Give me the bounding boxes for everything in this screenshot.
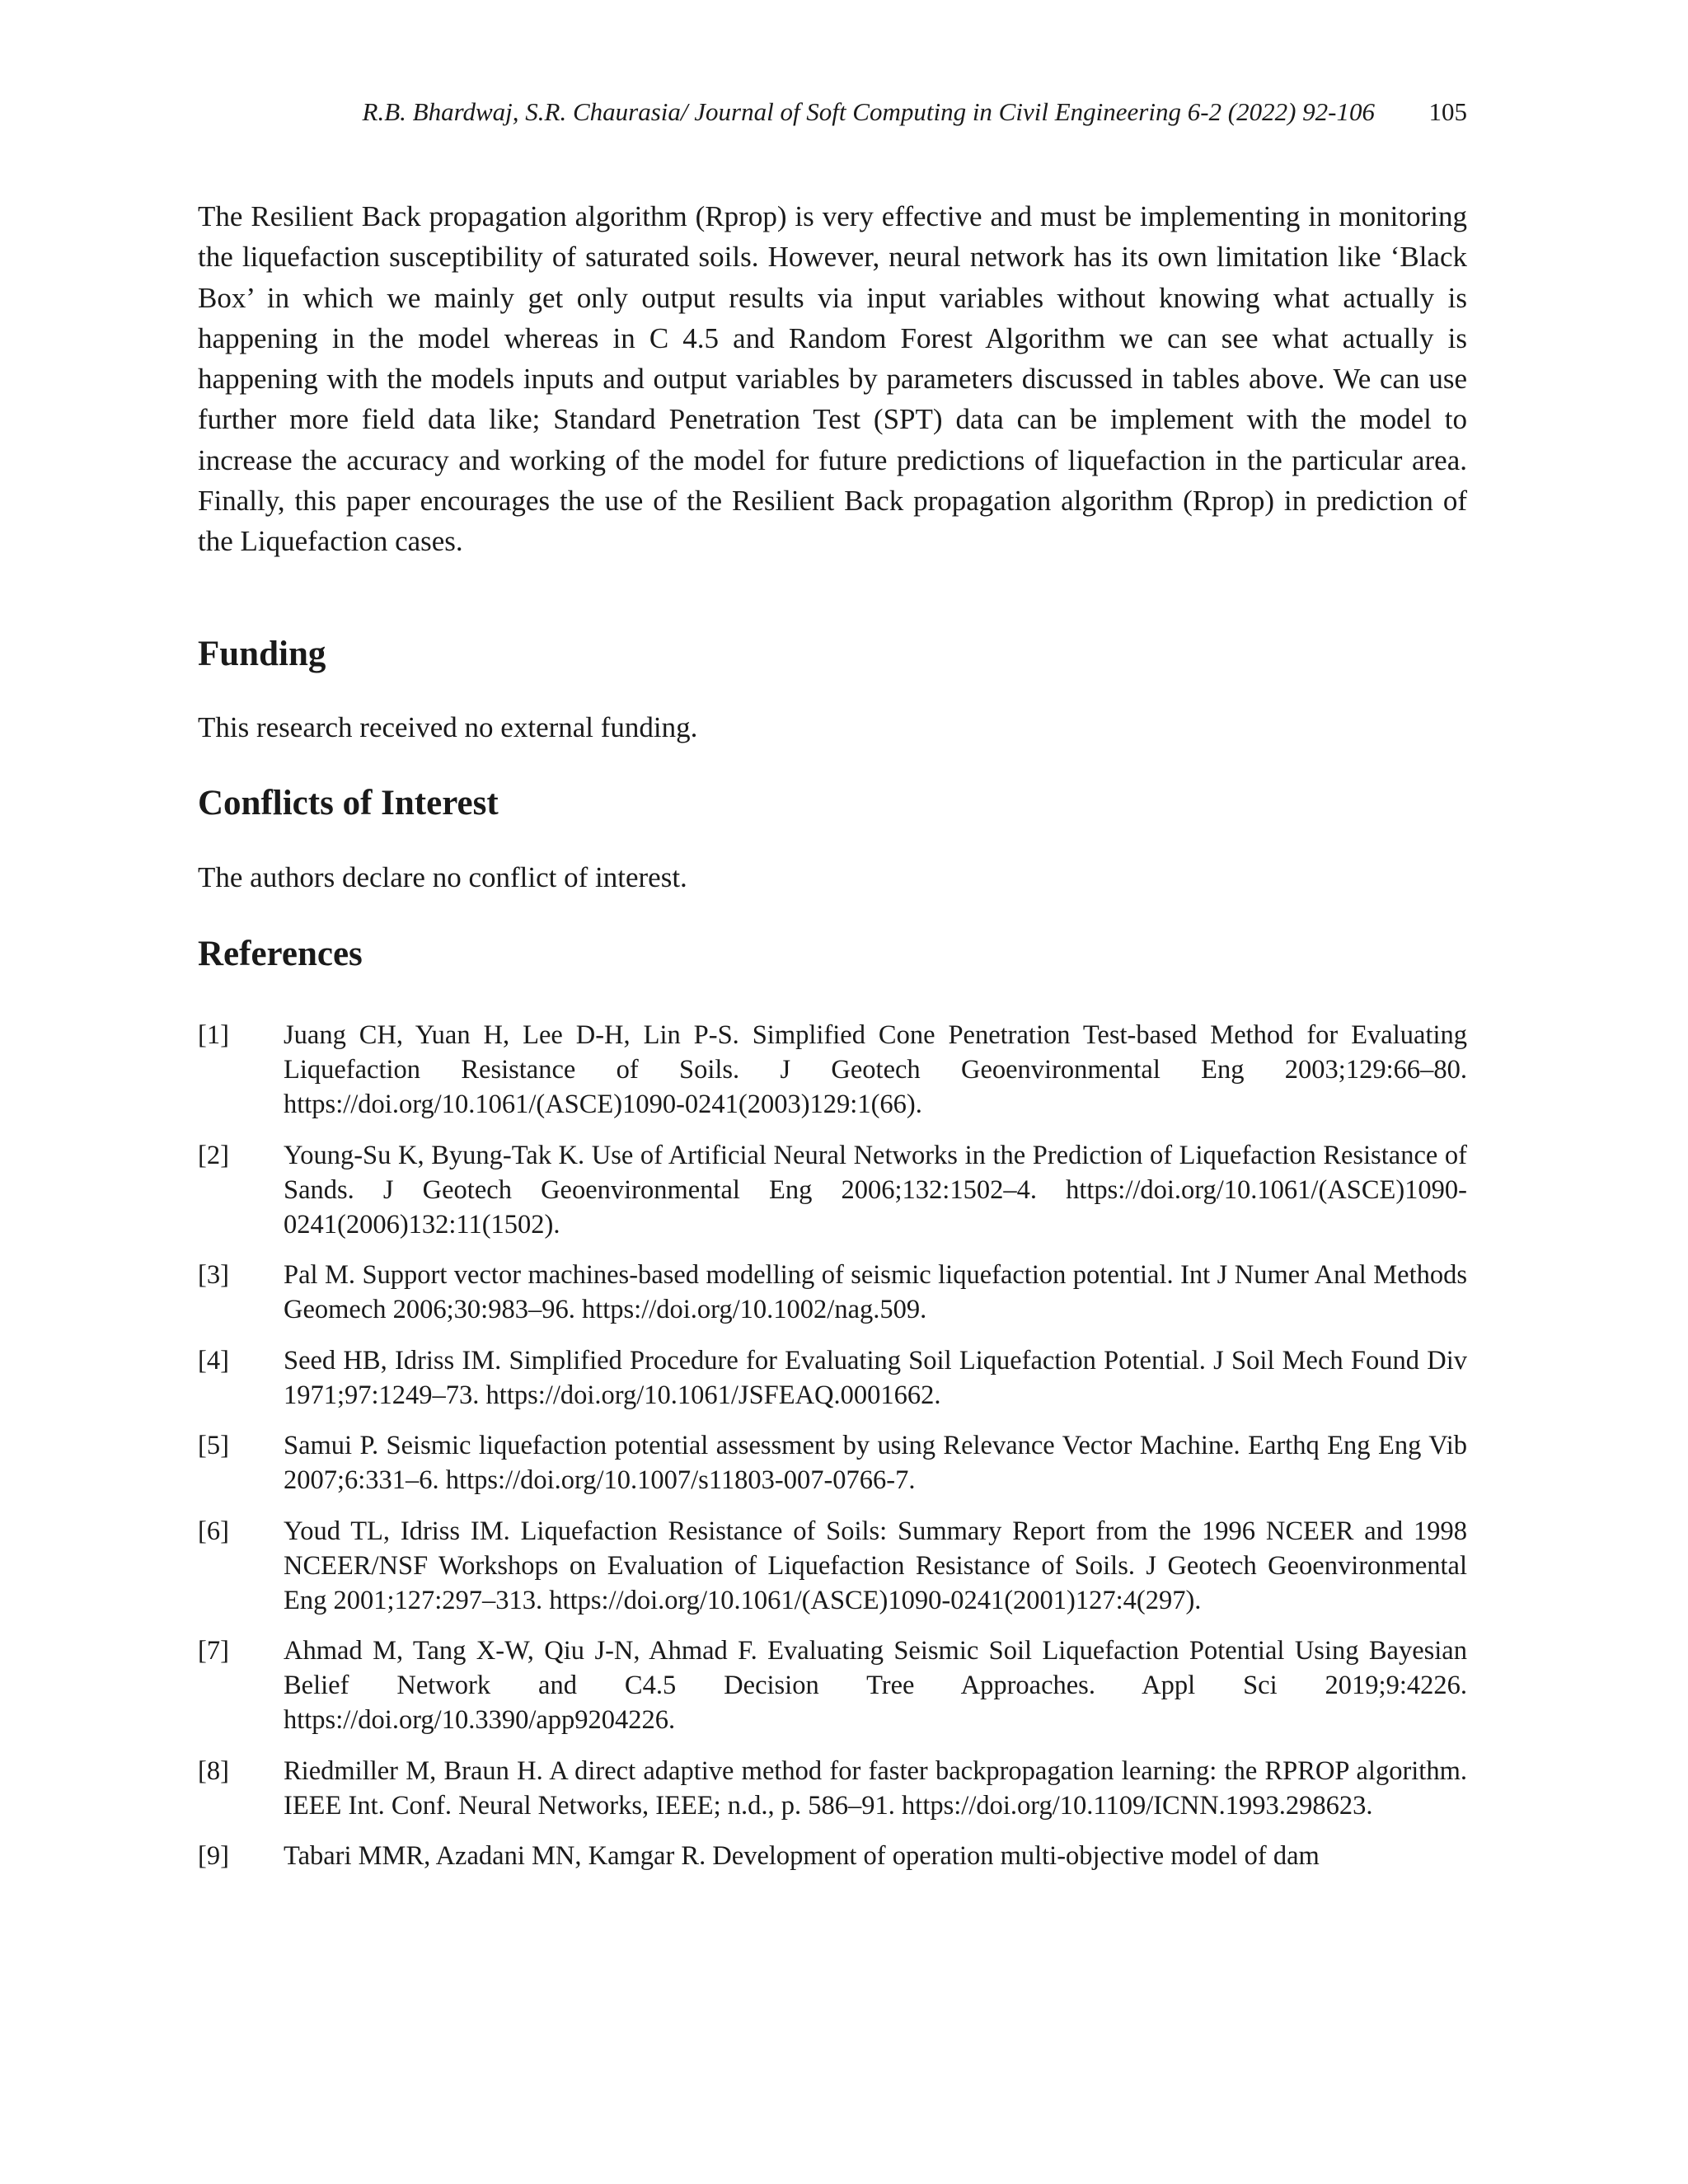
reference-item-5 xyxy=(198,1428,1467,1497)
reference-item-9 xyxy=(198,1839,1467,1873)
conflicts-text: The authors declare no conflict of interest. xyxy=(198,861,687,893)
reference-item-4 xyxy=(198,1343,1467,1413)
reference-label: [2] xyxy=(198,1140,229,1170)
running-head-citation: R.B. Bhardwaj, S.R. Chaurasia/ Journal of Soft Computing in Civil Engineering 6-2 (2022) 92-106 xyxy=(362,97,1375,126)
reference-item-2 xyxy=(198,1138,1467,1242)
reference-label: [7] xyxy=(198,1636,229,1666)
reference-item-1 xyxy=(198,1018,1467,1122)
reference-text: Young-Su K, Byung-Tak K. Use of Artificial Neural Networks in the Prediction of Liquefaction Resistance of Sands. J Geotech Geoenvironmental Eng 2006;132:1502–4. https://doi.org/10.1061/(ASCE)1090-0241(2006)132:11(1502). xyxy=(284,1140,1467,1240)
funding-heading: Funding xyxy=(198,635,326,673)
reference-label: [3] xyxy=(198,1260,229,1290)
reference-label: [1] xyxy=(198,1020,229,1050)
reference-label: [4] xyxy=(198,1345,229,1376)
conflicts-heading: Conflicts of Interest xyxy=(198,784,499,823)
reference-text: Pal M. Support vector machines-based modelling of seismic liquefaction potential. Int J Numer Anal Methods Geomech 2006;30:983–96. https://doi.org/10.1002/nag.509. xyxy=(284,1260,1467,1324)
reference-list xyxy=(198,1018,1467,1890)
reference-text: Ahmad M, Tang X-W, Qiu J-N, Ahmad F. Evaluating Seismic Soil Liquefaction Potential Using Bayesian Belief Network and C4.5 Decision Tree Approaches. Appl Sci 2019;9:4226. https://doi.org/10.3390/app9204226. xyxy=(284,1636,1467,1735)
running-head xyxy=(198,97,1467,135)
reference-item-6 xyxy=(198,1514,1467,1618)
reference-label: [6] xyxy=(198,1516,229,1546)
reference-label: [8] xyxy=(198,1755,229,1786)
reference-text: Samui P. Seismic liquefaction potential assessment by using Relevance Vector Machine. Earthq Eng Eng Vib 2007;6:331–6. https://doi.org/10.1007/s11803-007-0766-7. xyxy=(284,1431,1467,1495)
reference-item-8 xyxy=(198,1754,1467,1823)
reference-label: [5] xyxy=(198,1431,229,1460)
reference-item-7 xyxy=(198,1633,1467,1737)
reference-text: Riedmiller M, Braun H. A direct adaptive method for faster backpropagation learning: the RPROP algorithm. IEEE Int. Conf. Neural Networks, IEEE; n.d., p. 586–91. https://doi.org/10.1109/ICNN.1993.298623. xyxy=(284,1755,1467,1821)
page-number: 105 xyxy=(1428,97,1467,126)
reference-text: Youd TL, Idriss IM. Liquefaction Resistance of Soils: Summary Report from the 1996 NCEER and 1998 NCEER/NSF Workshops on Evaluation of Liquefaction Resistance of Soils. J Geotech Geoenvironmental Eng 2001;127:297–313. https://doi.org/10.1061/(ASCE)1090-0241(2001)127:4(297). xyxy=(284,1516,1467,1615)
reference-text: Juang CH, Yuan H, Lee D-H, Lin P-S. Simplified Cone Penetration Test-based Method for Evaluating Liquefaction Resistance of Soils. J Geotech Geoenvironmental Eng 2003;129:66–80. https://doi.org/10.1061/(ASCE)1090-0241(2003)129:1(66). xyxy=(284,1020,1467,1119)
reference-label: [9] xyxy=(198,1841,229,1871)
reference-item-3 xyxy=(198,1258,1467,1327)
references-heading: References xyxy=(198,935,363,973)
reference-text: Tabari MMR, Azadani MN, Kamgar R. Development of operation multi-objective model of dam xyxy=(284,1841,1320,1871)
reference-text: Seed HB, Idriss IM. Simplified Procedure for Evaluating Soil Liquefaction Potential. J Soil Mech Found Div 1971;97:1249–73. https://doi.org/10.1061/JSFEAQ.0001662. xyxy=(284,1345,1467,1410)
funding-text: This research received no external funding. xyxy=(198,711,698,743)
conclusion-paragraph: The Resilient Back propagation algorithm (Rprop) is very effective and must be implementing in monitoring the liquefaction susceptibility of saturated soils. However, neural network has its own limitation like ‘Black Box’ in which we mainly get only output results via input variables without knowing what actually is happening in the model whereas in C 4.5 and Random Forest Algorithm we can see what actually is happening with the models inputs and output variables by parameters discussed in tables above. We can use further more field data like; Standard Penetration Test (SPT) data can be implement with the model to increase the accuracy and working of the model for future predictions of liquefaction in the particular area. Finally, this paper encourages the use of the Resilient Back propagation algorithm (Rprop) in prediction of the Liquefaction cases. xyxy=(198,200,1467,558)
